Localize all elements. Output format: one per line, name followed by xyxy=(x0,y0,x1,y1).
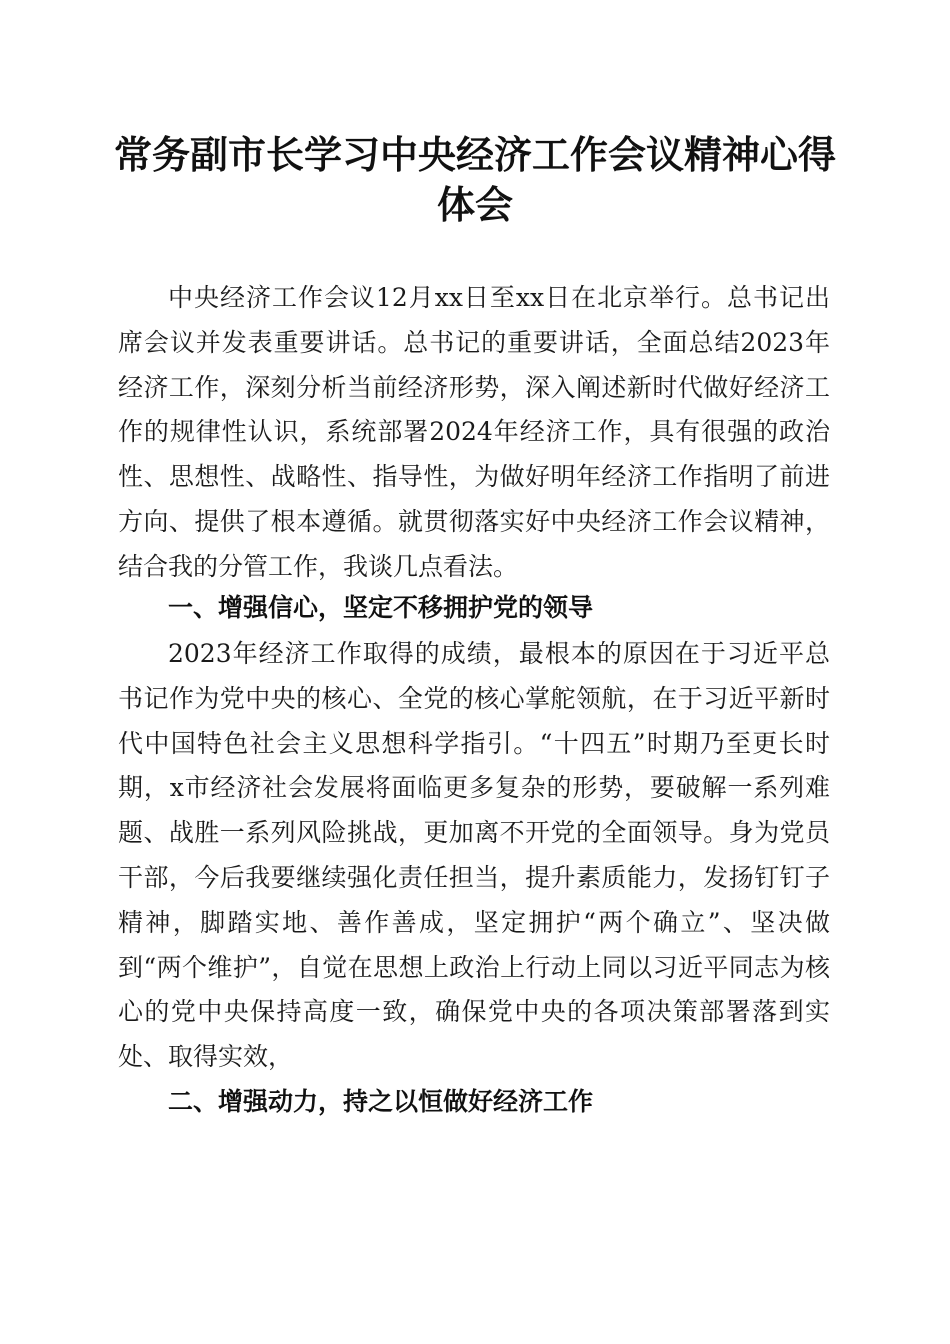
section-heading-2: 二、增强动力，持之以恒做好经济工作 xyxy=(168,1087,594,1116)
section-heading-1: 一、增强信心，坚定不移拥护党的领导 xyxy=(168,593,594,622)
document-title: 常务副市长学习中央经济工作会议精神心得体会 xyxy=(113,132,836,227)
section-1-paragraph: 2023年经济工作取得的成绩，最根本的原因在于习近平总书记作为党中央的核心、全党的核心掌舵领航，在于习近平新时代中国特色社会主义思想科学指引。“十四五”时期乃至更长时期，x市经济社会发展将面临更多复杂的形势，要破解一系列难题、战胜一系列风险挑战，更加离不开党的全面领导。身为党员干部，今后我要继续强化责任担当，提升素质能力，发扬钉钉子精神，脚踏实地、善作善成，坚定拥护“两个确立”、坚决做到“两个维护”，自觉在思想上政治上行动上同以习近平同志为核心的党中央保持高度一致，确保党中央的各项决策部署落到实处、取得实效， xyxy=(118,639,830,1072)
intro-paragraph: 中央经济工作会议12月xx日至xx日在北京举行。总书记出席会议并发表重要讲话。总书记的重要讲话，全面总结2023年经济工作，深刻分析当前经济形势，深入阐述新时代做好经济工作的规律性认识，系统部署2024年经济工作，具有很强的政治性、思想性、战略性、指导性，为做好明年经济工作指明了前进方向、提供了根本遵循。就贯彻落实好中央经济工作会议精神，结合我的分管工作，我谈几点看法。 xyxy=(118,283,830,581)
